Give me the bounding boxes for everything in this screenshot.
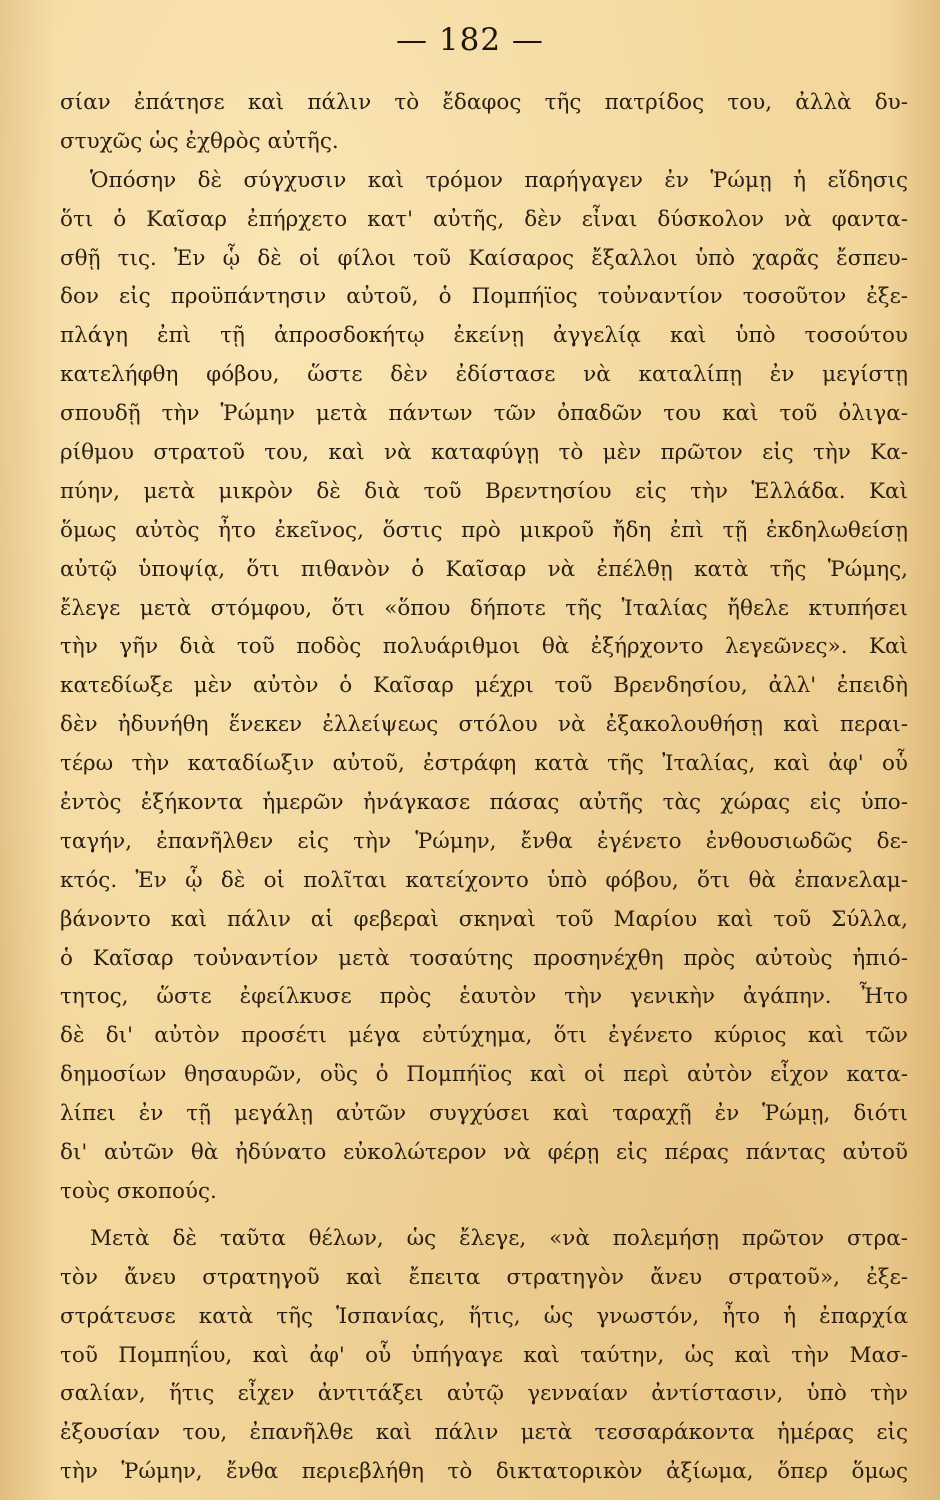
text-line: σθῇ τις. Ἐν ᾧ δὲ οἱ φίλοι τοῦ Καίσαρος ἔξαλλοι ὑπὸ χαρᾶς ἔσπευ-	[60, 245, 908, 271]
text-line: τὴν Ῥώμην, ἔνθα περιεβλήθη τὸ δικτατορικὸν ἀξίωμα, ὅπερ ὅμως	[60, 1459, 908, 1485]
text-line: ἐξουσίαν του, ἐπανῆλθε καὶ πάλιν μετὰ τεσσαράκοντα ἡμέρας εἰς	[60, 1420, 908, 1446]
text-line: δι' αὐτῶν θὰ ἠδύνατο εὐκολώτερον νὰ φέρῃ εἰς πέρας πάντας αὐτοῦ	[60, 1140, 908, 1166]
text-line: τοὺς σκοπούς.	[60, 1178, 217, 1204]
text-line: πύην, μετὰ μικρὸν δὲ διὰ τοῦ Βρεντησίου εἰς τὴν Ἑλλάδα. Καὶ	[60, 478, 908, 504]
text-line: τέρω τὴν καταδίωξιν αὐτοῦ, ἐστράφη κατὰ τῆς Ἰταλίας, καὶ ἀφ' οὗ	[60, 751, 908, 777]
text-line: ἐντὸς ἑξήκοντα ἡμερῶν ἠνάγκασε πάσας αὐτῆς τὰς χώρας εἰς ὑπο-	[60, 790, 908, 816]
text-line: ταγήν, ἐπανῆλθεν εἰς τὴν Ῥώμην, ἔνθα ἐγένετο ἐνθουσιωδῶς δε-	[60, 828, 908, 854]
page-number: — 182 —	[396, 22, 544, 58]
text-line: κατελήφθη φόβου, ὥστε δὲν ἐδίστασε νὰ καταλίπῃ ἐν μεγίστῃ	[60, 362, 908, 388]
text-line: λίπει ἐν τῇ μεγάλῃ αὐτῶν συγχύσει καὶ ταραχῇ ἐν Ῥώμῃ, διότι	[60, 1101, 908, 1127]
text-line: βάνοντο καὶ πάλιν αἱ φεβεραὶ σκηναὶ τοῦ Μαρίου καὶ τοῦ Σύλλα,	[60, 906, 908, 932]
text-line: δημοσίων θησαυρῶν, οὓς ὁ Πομπήϊος καὶ οἱ περὶ αὐτὸν εἶχον κατα-	[60, 1062, 908, 1088]
text-line: κτός. Ἐν ᾧ δὲ οἱ πολῖται κατείχοντο ὑπὸ φόβου, ὅτι θὰ ἐπανελαμ-	[60, 867, 908, 893]
text-line: τὴν γῆν διὰ τοῦ ποδὸς πολυάριθμοι θὰ ἐξήρχοντο λεγεῶνες». Καὶ	[60, 634, 908, 660]
text-line: σαλίαν, ἥτις εἶχεν ἀντιτάξει αὐτῷ γενναίαν ἀντίστασιν, ὑπὸ τὴν	[60, 1381, 908, 1407]
text-line: ρίθμου στρατοῦ του, καὶ νὰ καταφύγῃ τὸ μὲν πρῶτον εἰς τὴν Κα-	[60, 440, 908, 466]
text-line: πλάγη ἐπὶ τῇ ἀπροσδοκήτῳ ἐκείνῃ ἀγγελίᾳ καὶ ὑπὸ τοσούτου	[60, 323, 908, 349]
text-line: αὐτῷ ὑποψίᾳ, ὅτι πιθανὸν ὁ Καῖσαρ νὰ ἐπέλθῃ κατὰ τῆς Ῥώμης,	[60, 556, 908, 582]
text-line: ὅτι ὁ Καῖσαρ ἐπήρχετο κατ' αὐτῆς, δὲν εἶναι δύσκολον νὰ φαντα-	[60, 206, 908, 232]
paragraph-first-line: Μετὰ δὲ ταῦτα θέλων, ὡς ἔλεγε, «νὰ πολεμήσῃ πρῶτον στρα-	[90, 1225, 908, 1251]
text-line: κατεδίωξε μὲν αὐτὸν ὁ Καῖσαρ μέχρι τοῦ Βρενδησίου, ἀλλ' ἐπειδὴ	[60, 673, 908, 699]
text-line: δὲ δι' αὐτὸν προσέτι μέγα εὐτύχημα, ὅτι ἐγένετο κύριος καὶ τῶν	[60, 1023, 908, 1049]
text-line: ὅμως αὐτὸς ἦτο ἐκεῖνος, ὅστις πρὸ μικροῦ ἤδη ἐπὶ τῇ ἐκδηλωθείσῃ	[60, 517, 908, 543]
text-line: τοῦ Πομπηΐου, καὶ ἀφ' οὗ ὑπήγαγε καὶ ταύτην, ὡς καὶ τὴν Μασ-	[60, 1342, 908, 1368]
text-line: ὁ Καῖσαρ τοὐναντίον μετὰ τοσαύτης προσηνέχθη πρὸς αὐτοὺς ἠπιό-	[60, 945, 908, 971]
text-line: τὸν ἄνευ στρατηγοῦ καὶ ἔπειτα στρατηγὸν ἄνευ στρατοῦ», ἐξε-	[60, 1264, 908, 1290]
text-line: τητος, ὥστε ἐφείλκυσε πρὸς ἑαυτὸν τὴν γενικὴν ἀγάπην. Ἦτο	[60, 984, 908, 1010]
text-line: σίαν ἐπάτησε καὶ πάλιν τὸ ἔδαφος τῆς πατρίδος του, ἀλλὰ δυ-	[60, 90, 908, 115]
text-line: δὲν ἠδυνήθη ἕνεκεν ἐλλείψεως στόλου νὰ ἐξακολουθήσῃ καὶ περαι-	[60, 712, 908, 738]
text-line: δον εἰς προϋπάντησιν αὐτοῦ, ὁ Πομπήϊος τοὐναντίον τοσοῦτον ἐξε-	[60, 284, 908, 310]
text-line: σπουδῇ τὴν Ῥώμην μετὰ πάντων τῶν ὀπαδῶν του καὶ τοῦ ὀλιγα-	[60, 401, 908, 427]
text-line: ἔλεγε μετὰ στόμφου, ὅτι «ὅπου δήποτε τῆς Ἰταλίας ἤθελε κτυπήσει	[60, 595, 908, 621]
text-line: στυχῶς ὡς ἐχθρὸς αὐτῆς.	[60, 128, 339, 154]
body-text	[60, 84, 908, 1492]
paragraph-first-line: Ὁπόσην δὲ σύγχυσιν καὶ τρόμον παρήγαγεν ἐν Ῥώμῃ ἡ εἴδησις	[90, 167, 908, 193]
text-line: στράτευσε κατὰ τῆς Ἱσπανίας, ἥτις, ὡς γνωστόν, ἦτο ἡ ἐπαρχία	[60, 1303, 908, 1329]
